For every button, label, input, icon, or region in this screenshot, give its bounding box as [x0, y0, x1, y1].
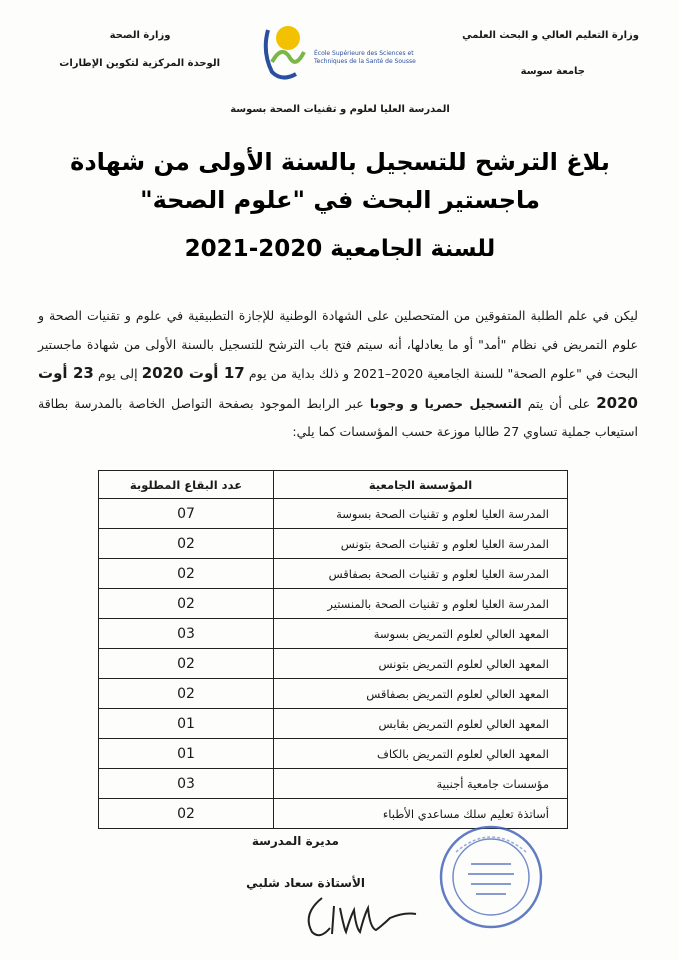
start-date: 17 أوت 2020 — [141, 364, 245, 383]
institution-cell: المعهد العالي لعلوم التمريض بصفاقس — [274, 679, 568, 709]
table-row — [99, 559, 568, 589]
table-header-row — [99, 471, 568, 499]
table-row — [99, 649, 568, 679]
institution-cell: المعهد العالي لعلوم التمريض بالكاف — [274, 739, 568, 769]
seats-cell: 03 — [99, 619, 274, 649]
table-row — [99, 679, 568, 709]
institution-cell: المعهد العالي لعلوم التمريض بسوسة — [274, 619, 568, 649]
institution-cell: المدرسة العليا لعلوم و تقنيات الصحة بصفاقس — [274, 559, 568, 589]
school-logo-icon — [258, 22, 314, 84]
title-line-1: بلاغ الترشح للتسجيل بالسنة الأولى من شهادة — [70, 148, 610, 176]
institution-cell: أساتذة تعليم سلك مساعدي الأطباء — [274, 799, 568, 829]
title-line-2: ماجستير البحث في "علوم الصحة" — [140, 186, 540, 214]
ministry-higher-ed: وزارة التعليم العالي و البحث العلمي — [462, 30, 639, 41]
seats-cell: 02 — [99, 589, 274, 619]
table-row — [99, 619, 568, 649]
seats-cell: 01 — [99, 739, 274, 769]
institutions-table — [98, 470, 568, 829]
institution-cell: مؤسسات جامعية أجنبية — [274, 769, 568, 799]
logo-caption: École Supérieure des Sciences et Techniques de la Santé de Sousse — [314, 50, 416, 65]
table-row — [99, 739, 568, 769]
title-line-3: للسنة الجامعية 2020-2021 — [184, 236, 496, 262]
signatory-name: الأستاذة سعاد شلبي — [246, 876, 365, 890]
seats-cell: 02 — [99, 679, 274, 709]
seats-cell: 01 — [99, 709, 274, 739]
central-unit: الوحدة المركزية لتكوين الإطارات — [59, 58, 220, 69]
seats-cell: 07 — [99, 499, 274, 529]
table-row — [99, 709, 568, 739]
institution-cell: المعهد العالي لعلوم التمريض بتونس — [274, 649, 568, 679]
paragraph-part-1: ليكن في علم الطلبة المتفوقين من المتحصلين على الشهادة الوطنية للإجازة التطبيقية في علوم و تقنيات الصحة و علوم التمريض في نظام "أمد" أو ما يعادلها، أنه سيتم فتح باب الترشح للتسجيل بالسنة الأولى من شهادة ماجستير البحث في "علوم الصحة" للسنة الجامعية 2020–2021 و ذلك بداية من يوم — [38, 308, 638, 382]
announcement-paragraph — [38, 302, 638, 447]
table-row — [99, 769, 568, 799]
registration-emphasis: التسجيل حصريا و وجوبا — [369, 395, 522, 411]
institution-column-header: المؤسسة الجامعية — [274, 471, 568, 499]
official-stamp — [436, 822, 546, 932]
ministry-health: وزارة الصحة — [109, 30, 171, 41]
paragraph-part-4: عبر الرابط الموجود بصفحة التواصل الخاصة بالمدرسة بطاقة استيعاب جملية تساوي 27 طالبا موزعة حسب المؤسسات كما يلي: — [38, 395, 638, 440]
table-row — [99, 499, 568, 529]
seats-cell: 02 — [99, 529, 274, 559]
table-row — [99, 589, 568, 619]
end-date: 23 أوت 2020 — [38, 364, 638, 412]
university-name: جامعة سوسة — [520, 66, 585, 77]
school-name: المدرسة العليا لعلوم و تقنيات الصحة بسوسة — [230, 104, 450, 115]
paragraph-part-3: على أن يتم — [527, 395, 591, 411]
institution-cell: المدرسة العليا لعلوم و تقنيات الصحة بتونس — [274, 529, 568, 559]
seats-cell: 03 — [99, 769, 274, 799]
table-row — [99, 529, 568, 559]
institution-cell: المعهد العالي لعلوم التمريض بقابس — [274, 709, 568, 739]
table-body — [99, 499, 568, 829]
seats-cell: 02 — [99, 649, 274, 679]
signatory-role: مديرة المدرسة — [251, 834, 339, 848]
school-logo — [258, 22, 430, 86]
paragraph-part-2: إلى يوم — [98, 366, 138, 382]
seats-cell: 02 — [99, 799, 274, 829]
institution-cell: المدرسة العليا لعلوم و تقنيات الصحة بالمنستير — [274, 589, 568, 619]
seats-cell: 02 — [99, 559, 274, 589]
seats-column-header: عدد البقاع المطلوبة — [99, 471, 274, 499]
handwritten-signature — [300, 888, 420, 944]
institution-cell: المدرسة العليا لعلوم و تقنيات الصحة بسوسة — [274, 499, 568, 529]
